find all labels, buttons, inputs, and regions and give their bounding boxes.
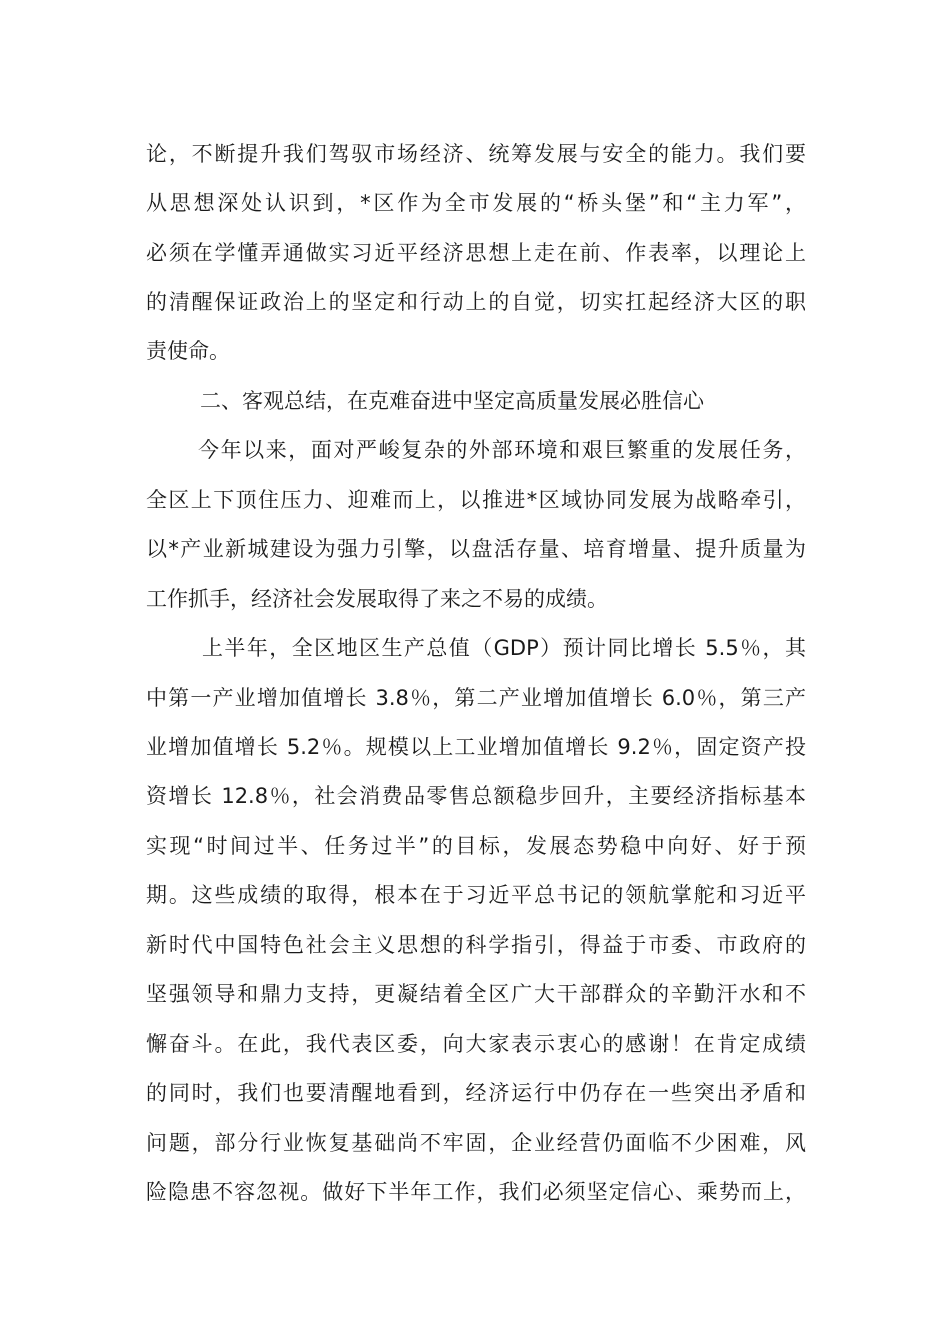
text-line: 的同时，我们也要清醒地看到，经济运行中仍存在一些突出矛盾和 — [146, 1081, 806, 1105]
text-line: 资增长 12.8％，社会消费品零售总额稳步回升，主要经济指标基本 — [146, 784, 806, 808]
text-line: 今年以来，面对严峻复杂的外部环境和艰巨繁重的发展任务， — [198, 438, 806, 462]
text-line: 责使命。 — [146, 339, 230, 363]
text-line: 实现“时间过半、任务过半”的目标，发展态势稳中向好、好于预 — [146, 834, 806, 858]
text-line: 中第一产业增加值增长 3.8％，第二产业增加值增长 6.0％，第三产 — [146, 686, 806, 710]
text-line: 新时代中国特色社会主义思想的科学指引，得益于市委、市政府的 — [146, 933, 806, 957]
heading-line: 二、客观总结，在克难奋进中坚定高质量发展必胜信心 — [200, 389, 704, 413]
text-line: 从思想深处认识到，*区作为全市发展的“桥头堡”和“主力军”， — [146, 191, 806, 215]
text-line: 工作抓手，经济社会发展取得了来之不易的成绩。 — [146, 587, 608, 611]
text-line: 必须在学懂弄通做实习近平经济思想上走在前、作表率，以理论上 — [146, 241, 806, 265]
text-line: 上半年，全区地区生产总值（GDP）预计同比增长 5.5％，其 — [202, 636, 806, 660]
text-line: 论，不断提升我们驾驭市场经济、统筹发展与安全的能力。我们要 — [146, 142, 806, 166]
text-line: 全区上下顶住压力、迎难而上，以推进*区域协同发展为战略牵引， — [146, 488, 806, 512]
text-line: 期。这些成绩的取得，根本在于习近平总书记的领航掌舵和习近平 — [146, 883, 806, 907]
text-line: 问题，部分行业恢复基础尚不牢固，企业经营仍面临不少困难，风 — [146, 1131, 806, 1155]
text-line: 以*产业新城建设为强力引擎，以盘活存量、培育增量、提升质量为 — [146, 537, 806, 561]
text-line: 的清醒保证政治上的坚定和行动上的自觉，切实扛起经济大区的职 — [146, 290, 806, 314]
text-line: 险隐患不容忽视。做好下半年工作，我们必须坚定信心、乘势而上， — [146, 1180, 806, 1204]
text-line: 懈奋斗。在此，我代表区委，向大家表示衷心的感谢！在肯定成绩 — [146, 1032, 806, 1056]
text-line: 坚强领导和鼎力支持，更凝结着全区广大干部群众的辛勤汗水和不 — [146, 982, 806, 1006]
text-line: 业增加值增长 5.2％。规模以上工业增加值增长 9.2％，固定资产投 — [146, 735, 806, 759]
